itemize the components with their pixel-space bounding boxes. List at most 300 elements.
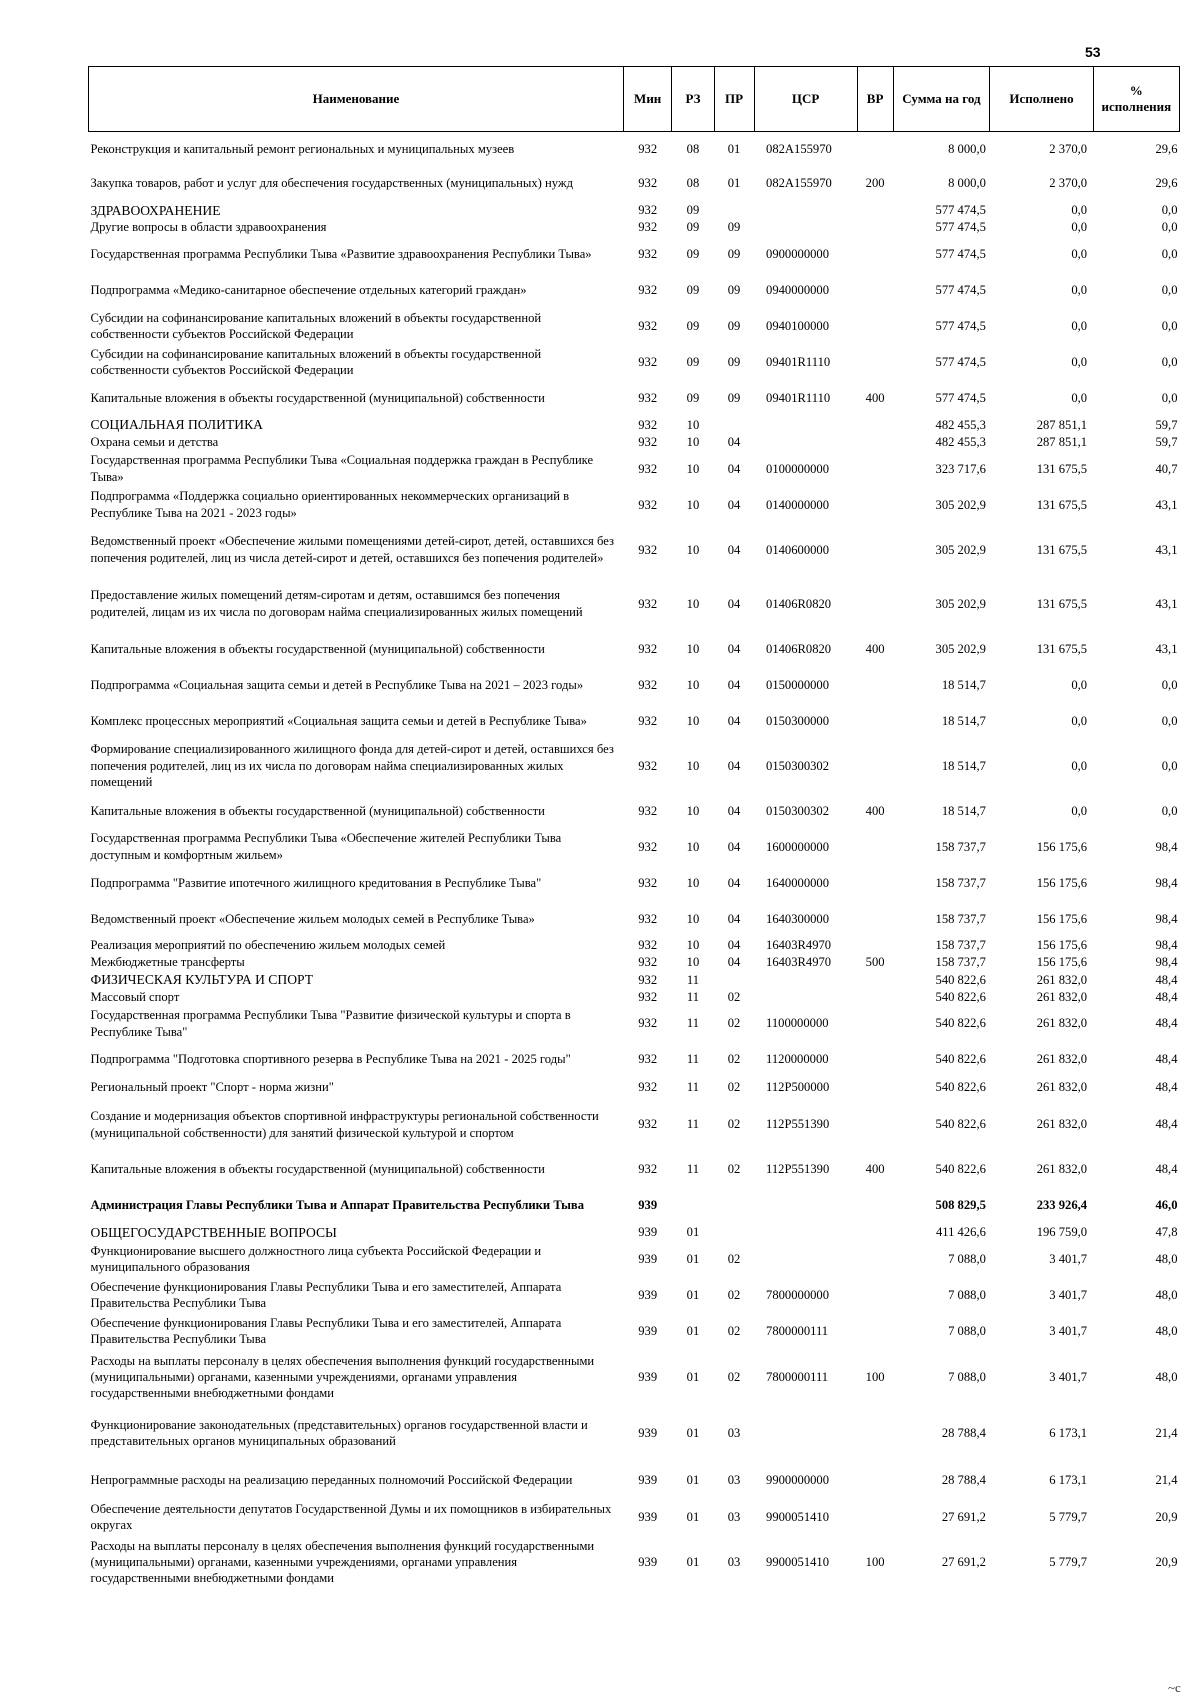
cell-rz: 01 [686,1225,700,1240]
cell-exec: 0,0 [1071,246,1088,261]
cell-name: Расходы на выплаты персоналу в целях обеспечения выполнения функций государственными (муниципальными) органами, казенными учреждениями, органами управления государственными внебюджетными фондами [90,1538,595,1586]
cell-pr: 04 [727,803,741,818]
cell-name: Капитальные вложения в объекты государственной (муниципальной) собственности [90,641,545,656]
cell-sum: 540 822,6 [935,1117,986,1132]
cell-exec: 261 832,0 [1036,972,1088,987]
cell-pr: 02 [727,1324,741,1338]
cell-vr [857,1461,893,1499]
cell-name: Закупка товаров, работ и услуг для обеспечения государственных (муниципальных) нужд [90,176,573,191]
cell-exec: 287 851,1 [1036,435,1088,450]
cell-sum: 27 691,2 [941,1510,986,1524]
cell-csr: 0140600000 [766,542,829,557]
cell-min: 932 [638,758,658,773]
cell-vr [857,989,893,1006]
cell-pr [714,1224,754,1242]
cell-pct: 46,0 [1155,1198,1178,1213]
cell-csr [754,989,857,1006]
cell-rz: 01 [686,1555,700,1569]
cell-vr [857,1499,893,1535]
cell-pct: 0,0 [1161,220,1178,235]
cell-sum: 28 788,4 [941,1473,986,1487]
cell-pr: 02 [727,1080,741,1095]
cell-pr: 03 [727,1473,741,1487]
cell-rz: 01 [686,1288,700,1302]
cell-sum: 18 514,7 [941,803,986,818]
cell-pct: 59,7 [1155,417,1178,432]
cell-min: 932 [638,220,658,235]
cell-rz: 11 [686,1080,700,1095]
cell-rz: 10 [686,911,700,926]
cell-name: Создание и модернизация объектов спортивной инфраструктуры региональной собственности (муниципальной собственности) для занятий физической культурой и спортом [90,1109,599,1140]
cell-pr: 01 [727,176,741,191]
cell-pct: 48,0 [1155,1288,1178,1302]
cell-name: ФИЗИЧЕСКАЯ КУЛЬТУРА И СПОРТ [90,971,314,987]
cell-csr [754,1405,857,1461]
cell-pr [714,416,754,434]
cell-pct: 43,1 [1155,641,1178,656]
header-exec: Исполнено [990,67,1093,132]
cell-pr: 04 [727,938,741,953]
cell-min: 939 [638,1555,658,1569]
cell-sum: 323 717,6 [935,461,986,476]
cell-csr [754,1224,857,1242]
cell-vr [857,937,893,954]
cell-name: Региональный проект "Спорт - норма жизни" [90,1080,334,1095]
cell-rz: 10 [686,758,700,773]
cell-csr: 7800000000 [766,1288,829,1302]
cell-csr [754,1188,857,1224]
cell-rz: 09 [686,220,700,235]
cell-vr [857,219,893,236]
cell-sum: 577 474,5 [935,282,986,297]
cell-pr: 02 [727,1016,741,1031]
cell-sum: 18 514,7 [941,713,986,728]
cell-exec: 0,0 [1071,318,1088,333]
cell-exec: 3 401,7 [1049,1252,1088,1266]
cell-pct: 48,4 [1155,1162,1178,1177]
cell-rz: 11 [686,989,700,1004]
cell-exec: 6 173,1 [1049,1426,1088,1440]
table-row [89,793,1180,829]
cell-rz: 10 [686,641,700,656]
cell-rz: 10 [686,955,700,970]
cell-pr: 04 [727,875,741,890]
header-csr: ЦСР [754,67,857,132]
cell-min: 932 [638,972,658,987]
cell-min: 932 [638,354,658,369]
cell-name: Функционирование высшего должностного лица субъекта Российской Федерации и муниципального образования [90,1243,542,1275]
cell-exec: 0,0 [1071,677,1088,692]
table-row [89,739,1180,793]
cell-pr: 09 [727,318,741,333]
cell-vr [857,236,893,272]
table-row [89,1224,1180,1242]
cell-csr [754,219,857,236]
cell-pct: 0,0 [1161,803,1178,818]
cell-pr: 09 [727,354,741,369]
cell-name: Государственная программа Республики Тыва "Развитие физической культуры и спорта в Республике Тыва" [90,1008,571,1039]
cell-name: Ведомственный проект «Обеспечение жильем молодых семей в Республике Тыва» [90,911,535,926]
cell-sum: 305 202,9 [935,596,986,611]
cell-pct: 48,4 [1155,1080,1178,1095]
cell-vr [857,1098,893,1152]
cell-vr [857,487,893,523]
cell-name: Капитальные вложения в объекты государственной (муниципальной) собственности [90,1162,545,1177]
cell-vr [857,901,893,937]
cell-pct: 29,6 [1155,141,1178,156]
table-row [89,380,1180,416]
cell-min: 939 [638,1198,658,1213]
cell-vr [857,523,893,577]
cell-sum: 540 822,6 [935,1162,986,1177]
cell-name: Государственная программа Республики Тыва «Развитие здравоохранения Республики Тыва» [90,246,592,261]
cell-min: 939 [638,1288,658,1302]
cell-pct: 20,9 [1155,1510,1178,1524]
cell-sum: 305 202,9 [935,497,986,512]
cell-exec: 196 759,0 [1036,1225,1088,1240]
cell-min: 939 [638,1324,658,1338]
cell-pr: 04 [727,677,741,692]
cell-exec: 131 675,5 [1036,461,1088,476]
cell-min: 932 [638,641,658,656]
corner-mark: ~с [1168,1680,1181,1695]
cell-pct: 0,0 [1161,713,1178,728]
cell-name: Государственная программа Республики Тыва «Обеспечение жителей Республики Тыва доступным и комфортным жильем» [90,831,562,862]
cell-vr: 500 [865,955,885,970]
cell-min: 932 [638,390,658,405]
cell-sum: 577 474,5 [935,354,986,369]
cell-exec: 156 175,6 [1036,875,1088,890]
cell-name: Реализация мероприятий по обеспечению жильем молодых семей [90,938,446,953]
cell-rz: 09 [686,318,700,333]
table-row [89,667,1180,703]
table-row [89,703,1180,739]
cell-pr: 02 [727,1052,741,1067]
cell-vr [857,416,893,434]
cell-name: Непрограммные расходы на реализацию переданных полномочий Российской Федерации [90,1473,573,1487]
cell-exec: 6 173,1 [1049,1473,1088,1487]
cell-min: 932 [638,417,658,432]
cell-rz: 08 [686,176,700,191]
table-row [89,1006,1180,1042]
cell-pr: 03 [727,1426,741,1440]
cell-csr: 0100000000 [766,461,829,476]
cell-vr [857,1078,893,1098]
cell-pct: 48,0 [1155,1324,1178,1338]
cell-sum: 27 691,2 [941,1555,986,1569]
cell-min: 939 [638,1225,658,1240]
cell-exec: 261 832,0 [1036,1080,1088,1095]
cell-rz: 10 [686,497,700,512]
cell-exec: 0,0 [1071,803,1088,818]
cell-pct: 21,4 [1155,1473,1178,1487]
cell-pr [714,202,754,220]
header-vr: ВР [857,67,893,132]
cell-pr: 01 [727,141,741,156]
cell-rz: 11 [686,1016,700,1031]
cell-sum: 7 088,0 [948,1252,986,1266]
cell-pct: 98,4 [1155,911,1178,926]
header-sum: Сумма на год [893,67,990,132]
cell-exec: 0,0 [1071,203,1088,218]
cell-csr: 01406R0820 [766,641,832,656]
cell-name: ОБЩЕГОСУДАРСТВЕННЫЕ ВОПРОСЫ [90,1224,337,1240]
cell-vr: 400 [865,641,885,656]
cell-sum: 482 455,3 [935,435,986,450]
table-row [89,1152,1180,1188]
table-row [89,1277,1180,1313]
cell-name: СОЦИАЛЬНАЯ ПОЛИТИКА [90,417,263,433]
cell-csr: 7800000111 [766,1370,829,1384]
cell-pct: 0,0 [1161,318,1178,333]
cell-pct: 48,0 [1155,1252,1178,1266]
table-row [89,989,1180,1006]
table-row [89,344,1180,380]
table-row [89,416,1180,434]
cell-sum: 577 474,5 [935,246,986,261]
cell-pr: 04 [727,461,741,476]
cell-min: 932 [638,141,658,156]
cell-sum: 577 474,5 [935,203,986,218]
cell-min: 939 [638,1510,658,1524]
cell-rz: 11 [686,1052,700,1067]
cell-csr: 0900000000 [766,246,829,261]
cell-rz: 11 [686,972,700,987]
cell-sum: 411 426,6 [935,1225,986,1240]
cell-csr: 0150300302 [766,758,829,773]
table-row [89,1535,1180,1589]
cell-rz: 01 [686,1324,700,1338]
cell-exec: 3 401,7 [1049,1370,1088,1384]
header-min: Мин [623,67,671,132]
cell-vr: 400 [865,803,885,818]
cell-vr: 400 [865,390,885,405]
table-header [89,67,1180,132]
cell-rz: 10 [686,596,700,611]
cell-min: 939 [638,1473,658,1487]
cell-pr: 02 [727,1162,741,1177]
cell-pct: 43,1 [1155,596,1178,611]
cell-exec: 261 832,0 [1036,1117,1088,1132]
header-name: Наименование [89,67,624,132]
table-row [89,1188,1180,1224]
cell-sum: 540 822,6 [935,1016,986,1031]
cell-rz: 10 [686,461,700,476]
cell-min: 932 [638,1052,658,1067]
table-row [89,236,1180,272]
cell-min: 939 [638,1426,658,1440]
cell-vr: 100 [865,1555,885,1569]
cell-rz: 09 [686,203,700,218]
cell-vr [857,1006,893,1042]
cell-csr: 082A155970 [766,176,832,191]
cell-pct: 0,0 [1161,390,1178,405]
cell-pr: 04 [727,911,741,926]
table-body [89,132,1180,1590]
cell-min: 932 [638,176,658,191]
cell-name: Формирование специализированного жилищного фонда для детей-сирот и детей, оставшихся без попечения родителей, лиц из их числа по договорам найма специализированных жилых помещений [90,742,614,790]
cell-rz: 09 [686,282,700,297]
cell-rz: 09 [686,354,700,369]
cell-min: 932 [638,461,658,476]
cell-name: Ведомственный проект «Обеспечение жилыми помещениями детей-сирот, детей, оставшихся без попечения родителей, лиц из числа детей-сирот и детей, оставшихся без попечения родителей» [90,534,614,565]
cell-csr: 1640300000 [766,911,829,926]
cell-csr [754,1241,857,1277]
cell-pr [714,1188,754,1224]
cell-pr: 04 [727,758,741,773]
table-row [89,631,1180,667]
cell-exec: 0,0 [1071,282,1088,297]
table-row [89,901,1180,937]
cell-pct: 48,4 [1155,1117,1178,1132]
cell-min: 932 [638,989,658,1004]
cell-sum: 8 000,0 [948,141,986,156]
cell-csr: 7800000111 [766,1324,829,1338]
table-row [89,1313,1180,1349]
cell-name: Другие вопросы в области здравоохранения [90,220,327,235]
cell-sum: 7 088,0 [948,1324,986,1338]
cell-sum: 8 000,0 [948,176,986,191]
cell-name: Охрана семьи и детства [90,435,219,450]
cell-csr: 1120000000 [766,1052,829,1067]
cell-pr: 02 [727,1288,741,1302]
cell-vr: 200 [865,176,885,191]
cell-vr [857,1188,893,1224]
cell-csr [754,434,857,451]
cell-min: 932 [638,282,658,297]
cell-rz: 10 [686,875,700,890]
table-row [89,166,1180,202]
cell-pct: 29,6 [1155,176,1178,191]
cell-exec: 0,0 [1071,390,1088,405]
cell-exec: 156 175,6 [1036,955,1088,970]
table-row [89,937,1180,954]
cell-csr: 112P551390 [766,1117,830,1132]
cell-csr: 0940000000 [766,282,829,297]
cell-name: Функционирование законодательных (представительных) органов государственной власти и представительных органов муниципальных образований [90,1417,588,1449]
cell-pr: 09 [727,246,741,261]
cell-csr: 0940100000 [766,318,829,333]
cell-vr: 400 [865,1162,885,1177]
cell-pr: 04 [727,641,741,656]
cell-exec: 5 779,7 [1049,1555,1088,1569]
cell-exec: 131 675,5 [1036,497,1088,512]
cell-sum: 305 202,9 [935,542,986,557]
cell-name: Комплекс процессных мероприятий «Социальная защита семьи и детей в Республике Тыва» [90,713,587,728]
cell-min: 932 [638,875,658,890]
cell-pr: 03 [727,1555,741,1569]
cell-pr: 04 [727,497,741,512]
cell-sum: 577 474,5 [935,220,986,235]
cell-rz: 10 [686,803,700,818]
table-row [89,487,1180,523]
cell-vr [857,272,893,308]
cell-csr [754,416,857,434]
cell-min: 932 [638,1117,658,1132]
cell-min: 932 [638,1162,658,1177]
cell-vr [857,1313,893,1349]
cell-rz: 10 [686,417,700,432]
cell-rz: 10 [686,839,700,854]
cell-rz: 01 [686,1510,700,1524]
cell-csr: 16403R4970 [766,955,832,970]
table-row [89,971,1180,989]
cell-vr: 100 [865,1370,885,1384]
table-row [89,202,1180,220]
cell-min: 932 [638,677,658,692]
cell-sum: 158 737,7 [935,839,986,854]
cell-min: 932 [638,803,658,818]
cell-sum: 540 822,6 [935,1052,986,1067]
cell-name: Капитальные вложения в объекты государственной (муниципальной) собственности [90,803,545,818]
cell-min: 932 [638,839,658,854]
cell-pr: 04 [727,542,741,557]
cell-sum: 7 088,0 [948,1288,986,1302]
table-row [89,1461,1180,1499]
header-pct: % исполнения [1093,67,1179,132]
cell-pct: 47,8 [1155,1225,1178,1240]
cell-csr: 0150300302 [766,803,829,818]
cell-csr: 0150300000 [766,713,829,728]
cell-pct: 98,4 [1155,955,1178,970]
cell-vr [857,1277,893,1313]
cell-name: Капитальные вложения в объекты государственной (муниципальной) собственности [90,390,545,405]
cell-rz: 11 [686,1117,700,1132]
cell-name: Подпрограмма "Развитие ипотечного жилищного кредитования в Республике Тыва" [90,875,542,890]
cell-pr: 04 [727,435,741,450]
cell-exec: 261 832,0 [1036,989,1088,1004]
cell-exec: 287 851,1 [1036,417,1088,432]
cell-csr: 112P500000 [766,1080,830,1095]
table-row [89,1241,1180,1277]
cell-vr [857,132,893,166]
cell-vr [857,971,893,989]
cell-pct: 0,0 [1161,246,1178,261]
cell-pr: 04 [727,839,741,854]
header-rz: РЗ [672,67,714,132]
cell-csr [754,971,857,989]
cell-rz: 10 [686,938,700,953]
cell-pct: 0,0 [1161,282,1178,297]
cell-min: 932 [638,435,658,450]
cell-rz: 11 [686,1162,700,1177]
cell-pct: 40,7 [1155,461,1178,476]
cell-pr: 02 [727,989,741,1004]
cell-pr: 09 [727,390,741,405]
cell-csr: 09401R1110 [766,390,831,405]
table-row [89,1499,1180,1535]
cell-min: 932 [638,203,658,218]
table-row [89,1078,1180,1098]
cell-min: 939 [638,1370,658,1384]
cell-csr: 082A155970 [766,141,832,156]
cell-vr [857,451,893,487]
cell-min: 932 [638,596,658,611]
cell-vr [857,667,893,703]
table-row [89,1042,1180,1078]
cell-pr: 02 [727,1252,741,1266]
cell-pct: 48,4 [1155,1052,1178,1067]
cell-min: 939 [638,1252,658,1266]
cell-min: 932 [638,955,658,970]
cell-rz: 09 [686,390,700,405]
cell-exec: 261 832,0 [1036,1162,1088,1177]
cell-pr: 09 [727,282,741,297]
cell-pr [714,971,754,989]
cell-exec: 233 926,4 [1036,1198,1088,1213]
cell-vr [857,1042,893,1078]
cell-rz: 09 [686,246,700,261]
